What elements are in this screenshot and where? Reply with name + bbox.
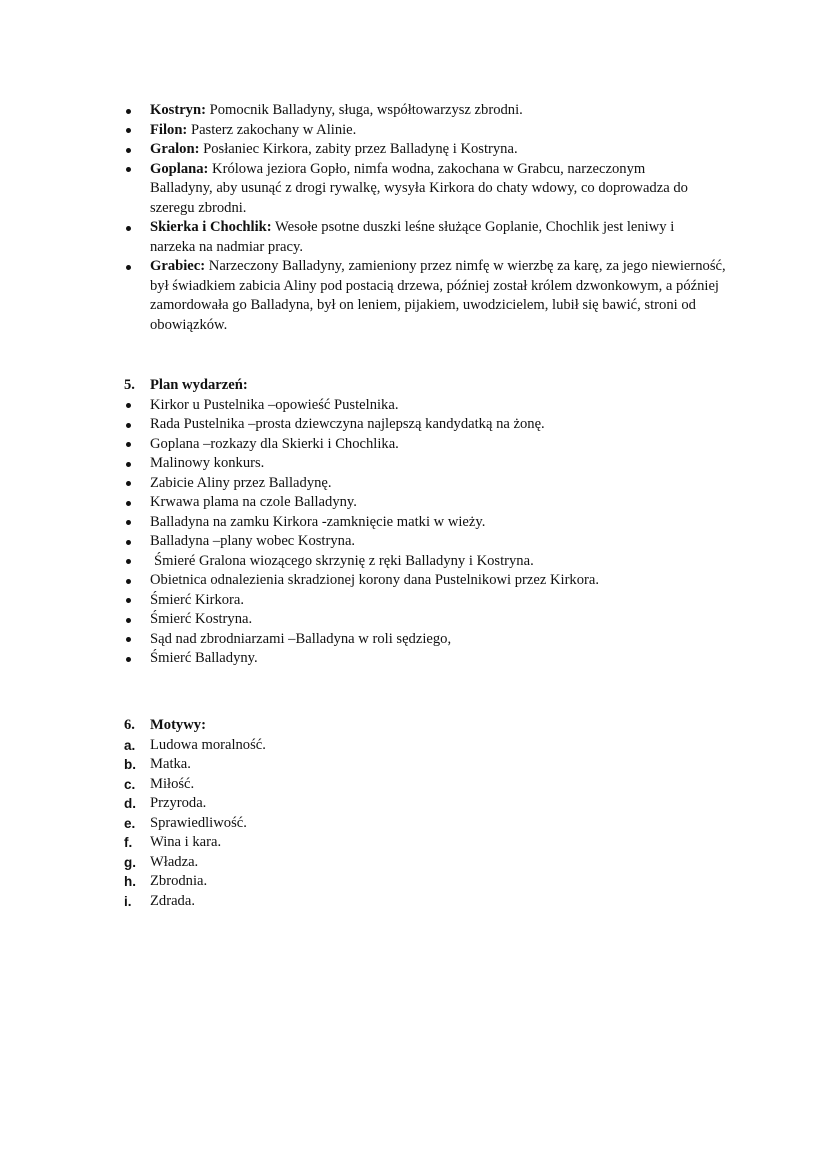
list-letter: e. bbox=[124, 815, 136, 831]
character-name: Goplana: bbox=[150, 160, 209, 177]
list-letter: g. bbox=[124, 854, 136, 870]
list-item bbox=[0, 160, 828, 219]
plan-item: Zabicie Aliny przez Balladynę. bbox=[150, 474, 332, 491]
section-title: Motywy: bbox=[150, 717, 206, 733]
list-item bbox=[0, 833, 828, 853]
list-item bbox=[0, 218, 828, 257]
character-name: Gralon: bbox=[150, 141, 200, 157]
list-item bbox=[0, 140, 828, 160]
plan-section bbox=[0, 376, 828, 669]
character-list bbox=[0, 101, 828, 335]
list-letter: b. bbox=[124, 757, 136, 772]
section-number: 5. bbox=[124, 377, 135, 393]
list-item bbox=[0, 853, 828, 873]
character-name: Skierka i Chochlik: bbox=[150, 219, 272, 235]
list-letter: f. bbox=[124, 835, 133, 850]
list-item bbox=[0, 892, 828, 912]
plan-item: Śmieré Gralona wiozącego skrzynię z ręki Balladyny i Kostryna. bbox=[154, 552, 534, 569]
list-item bbox=[0, 755, 828, 775]
list-item bbox=[0, 532, 828, 552]
list-item bbox=[0, 454, 828, 474]
list-item bbox=[0, 775, 828, 795]
list-letter: a. bbox=[124, 737, 136, 753]
character-name: Filon: bbox=[150, 121, 188, 138]
section-heading bbox=[0, 716, 828, 736]
character-desc: Pasterz zakochany w Alinie. bbox=[190, 121, 357, 138]
list-letter: d. bbox=[124, 796, 136, 811]
character-name: Grabiec: bbox=[150, 258, 206, 274]
list-item bbox=[0, 649, 828, 669]
motif-item: Wina i kara. bbox=[150, 834, 222, 850]
list-letter: i. bbox=[124, 893, 132, 909]
list-item bbox=[0, 493, 828, 513]
motif-item: Przyroda. bbox=[150, 795, 207, 811]
character-desc: Narzeczony Balladyny, zamieniony przez nimfę w wierzbę za karę, za jego niewierność, był świadkiem zabicia Aliny pod postacią drzewa, później został królem dzwonkowym, a później zamordowała go Balladyna, był on leniem, pijakiem, uwodzicielem, lubił się bawić, stroni od obowiązków. bbox=[150, 258, 726, 333]
list-item bbox=[0, 415, 828, 435]
list-item bbox=[0, 794, 828, 814]
plan-item: Śmierć Kostryna. bbox=[150, 611, 253, 627]
list-item bbox=[0, 814, 828, 834]
motif-item: Matka. bbox=[150, 756, 191, 772]
section-title: Plan wydarzeń: bbox=[150, 377, 248, 393]
motif-item: Miłość. bbox=[150, 775, 195, 792]
motif-item: Zbrodnia. bbox=[150, 873, 208, 889]
character-name: Kostryn: bbox=[150, 102, 206, 118]
plan-item: Rada Pustelnika –prosta dziewczyna najlepszą kandydatką na żonę. bbox=[150, 416, 545, 432]
list-item bbox=[0, 396, 828, 416]
list-letter: c. bbox=[124, 776, 136, 792]
list-item bbox=[0, 630, 828, 650]
list-item bbox=[0, 474, 828, 494]
list-letter: h. bbox=[124, 874, 136, 889]
list-item bbox=[0, 552, 828, 572]
plan-item: Goplana –rozkazy dla Skierki i Chochlika. bbox=[150, 435, 399, 452]
motif-item: Sprawiedliwość. bbox=[150, 814, 247, 831]
list-item bbox=[0, 571, 828, 591]
plan-item: Krwawa plama na czole Balladyny. bbox=[150, 494, 357, 510]
character-desc: Wesołe psotne duszki leśne służące Goplanie, Chochlik jest leniwy i narzeka na nadmiar pracy. bbox=[150, 219, 675, 255]
plan-item: Śmierć Balladyny. bbox=[150, 650, 258, 666]
list-item bbox=[0, 591, 828, 611]
character-desc: Pomocnik Balladyny, sługa, współtowarzysz zbrodni. bbox=[209, 102, 523, 118]
plan-item: Śmierć Kirkora. bbox=[150, 591, 245, 608]
plan-item: Sąd nad zbrodniarzami –Balladyna w roli sędziego, bbox=[150, 630, 452, 647]
list-item bbox=[0, 121, 828, 141]
character-desc: Królowa jeziora Gopło, nimfa wodna, zakochana w Grabcu, narzeczonym Balladyny, aby usunąć z drogi rywalkę, wysyła Kirkora do chaty wdowy, co doprowadza do szeregu zbrodni. bbox=[150, 160, 688, 216]
list-item bbox=[0, 872, 828, 892]
list-item bbox=[0, 513, 828, 533]
section-heading bbox=[0, 376, 828, 396]
list-item bbox=[0, 435, 828, 455]
motifs-section bbox=[0, 716, 828, 911]
plan-item: Balladyna na zamku Kirkora -zamknięcie matki w wieży. bbox=[150, 513, 486, 530]
plan-item: Malinowy konkurs. bbox=[150, 455, 265, 471]
motif-item: Ludowa moralność. bbox=[150, 736, 266, 753]
list-item bbox=[0, 736, 828, 756]
plan-item: Kirkor u Pustelnika –opowieść Pustelnika. bbox=[150, 396, 399, 413]
list-item bbox=[0, 257, 828, 335]
plan-item: Balladyna –plany wobec Kostryna. bbox=[150, 533, 356, 549]
motif-item: Zdrada. bbox=[150, 892, 195, 909]
list-item bbox=[0, 610, 828, 630]
plan-item: Obietnica odnalezienia skradzionej korony dana Pustelnikowi przez Kirkora. bbox=[150, 572, 600, 588]
section-number: 6. bbox=[124, 717, 135, 733]
list-item bbox=[0, 101, 828, 121]
motif-item: Władza. bbox=[150, 853, 199, 870]
character-desc: Posłaniec Kirkora, zabity przez Balladynę i Kostryna. bbox=[203, 141, 518, 157]
